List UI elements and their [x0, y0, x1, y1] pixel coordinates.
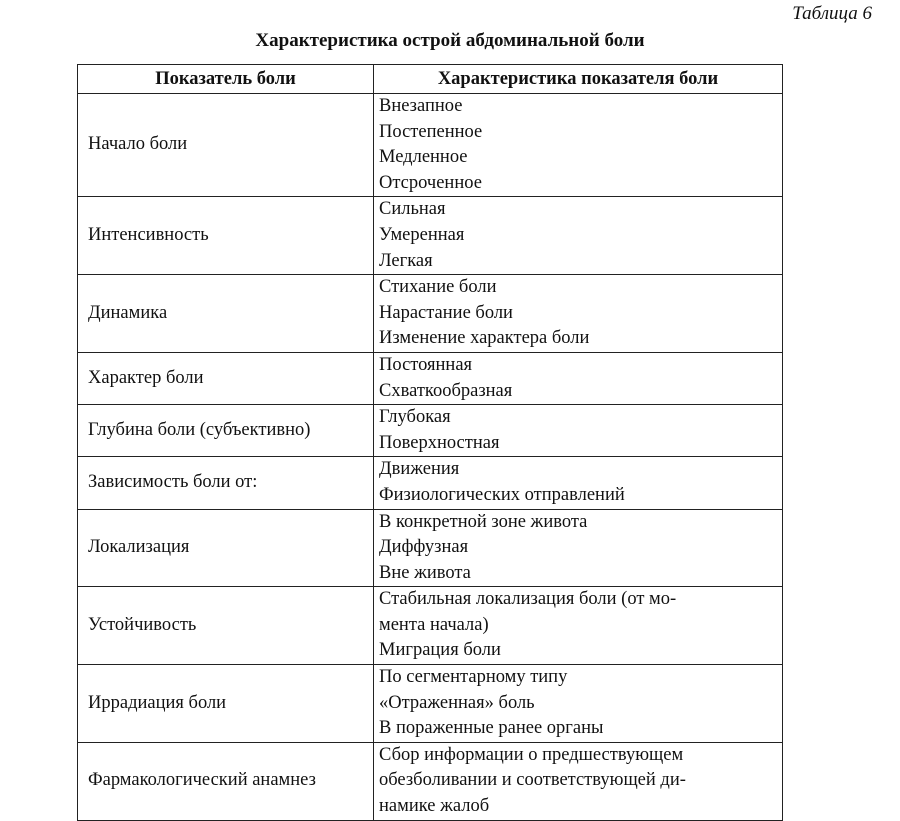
- table-row: [78, 197, 783, 275]
- table-number: Таблица 6: [792, 3, 872, 24]
- characteristic-value: Движения: [379, 459, 460, 480]
- characteristic-value: Сильная: [379, 199, 446, 220]
- indicator-cell: Фармакологический анамнез: [78, 742, 374, 820]
- pain-characteristics-table: [77, 64, 783, 821]
- characteristic-cell: [374, 352, 783, 404]
- characteristic-value: По сегментарному типу: [379, 667, 568, 688]
- table-title: Характеристика острой абдоминальной боли: [255, 30, 645, 51]
- table-row: [78, 587, 783, 665]
- characteristic-value: Стабильная локализация боли (от мо-: [379, 589, 677, 610]
- characteristic-cell: [374, 509, 783, 587]
- table-row: [78, 405, 783, 457]
- characteristic-cell: [374, 275, 783, 353]
- indicator-cell: Зависимость боли от:: [78, 457, 374, 509]
- table-row: [78, 742, 783, 820]
- characteristic-value: Вне живота: [379, 562, 471, 583]
- characteristic-value: Физиологических отправлений: [379, 484, 625, 505]
- characteristic-value: В конкретной зоне живота: [379, 511, 588, 532]
- characteristic-value: Диффузная: [379, 537, 469, 558]
- table-row: [78, 509, 783, 587]
- characteristic-value: Поверхностная: [379, 432, 500, 453]
- characteristic-cell: [374, 457, 783, 509]
- indicator-cell: Устойчивость: [78, 587, 374, 665]
- indicator-cell: Глубина боли (субъективно): [78, 405, 374, 457]
- characteristic-value: обезболивании и соответствующей ди-: [379, 770, 686, 791]
- header-characteristic: Характеристика показателя боли: [374, 65, 783, 94]
- characteristic-value: мента начала): [379, 614, 489, 635]
- table-row: [78, 94, 783, 197]
- indicator-cell: Характер боли: [78, 352, 374, 404]
- characteristic-value: Внезапное: [379, 96, 463, 116]
- characteristic-cell: [374, 197, 783, 275]
- characteristic-value: Постепенное: [379, 121, 483, 142]
- table-header-row: [78, 65, 783, 94]
- characteristic-value: Сбор информации о предшествующем: [379, 744, 684, 765]
- characteristic-value: намике жалоб: [379, 796, 490, 817]
- characteristic-value: Легкая: [379, 250, 433, 271]
- table-row: [78, 665, 783, 743]
- characteristic-value: Постоянная: [379, 354, 473, 375]
- indicator-cell: Интенсивность: [78, 197, 374, 275]
- indicator-cell: Динамика: [78, 275, 374, 353]
- characteristic-cell: [374, 665, 783, 743]
- characteristic-value: «Отраженная» боль: [379, 692, 535, 713]
- table-row: [78, 457, 783, 509]
- table-row: [78, 352, 783, 404]
- characteristic-cell: [374, 94, 783, 197]
- indicator-cell: Иррадиация боли: [78, 665, 374, 743]
- characteristic-value: Глубокая: [379, 407, 451, 428]
- characteristic-cell: [374, 405, 783, 457]
- characteristic-value: Умеренная: [379, 224, 465, 245]
- characteristic-value: Отсроченное: [379, 172, 482, 193]
- characteristic-value: Изменение характера боли: [379, 328, 590, 349]
- characteristic-cell: [374, 587, 783, 665]
- characteristic-value: Медленное: [379, 147, 468, 168]
- characteristic-value: Миграция боли: [379, 640, 501, 661]
- characteristic-value: Нарастание боли: [379, 302, 513, 323]
- characteristic-value: Стихание боли: [379, 277, 497, 298]
- characteristic-cell: [374, 742, 783, 820]
- indicator-cell: Начало боли: [78, 94, 374, 197]
- table-body: [78, 94, 783, 821]
- indicator-cell: Локализация: [78, 509, 374, 587]
- characteristic-value: Схваткообразная: [379, 380, 513, 401]
- header-indicator: Показатель боли: [78, 65, 374, 94]
- table-row: [78, 275, 783, 353]
- characteristic-value: В пораженные ранее органы: [379, 718, 604, 739]
